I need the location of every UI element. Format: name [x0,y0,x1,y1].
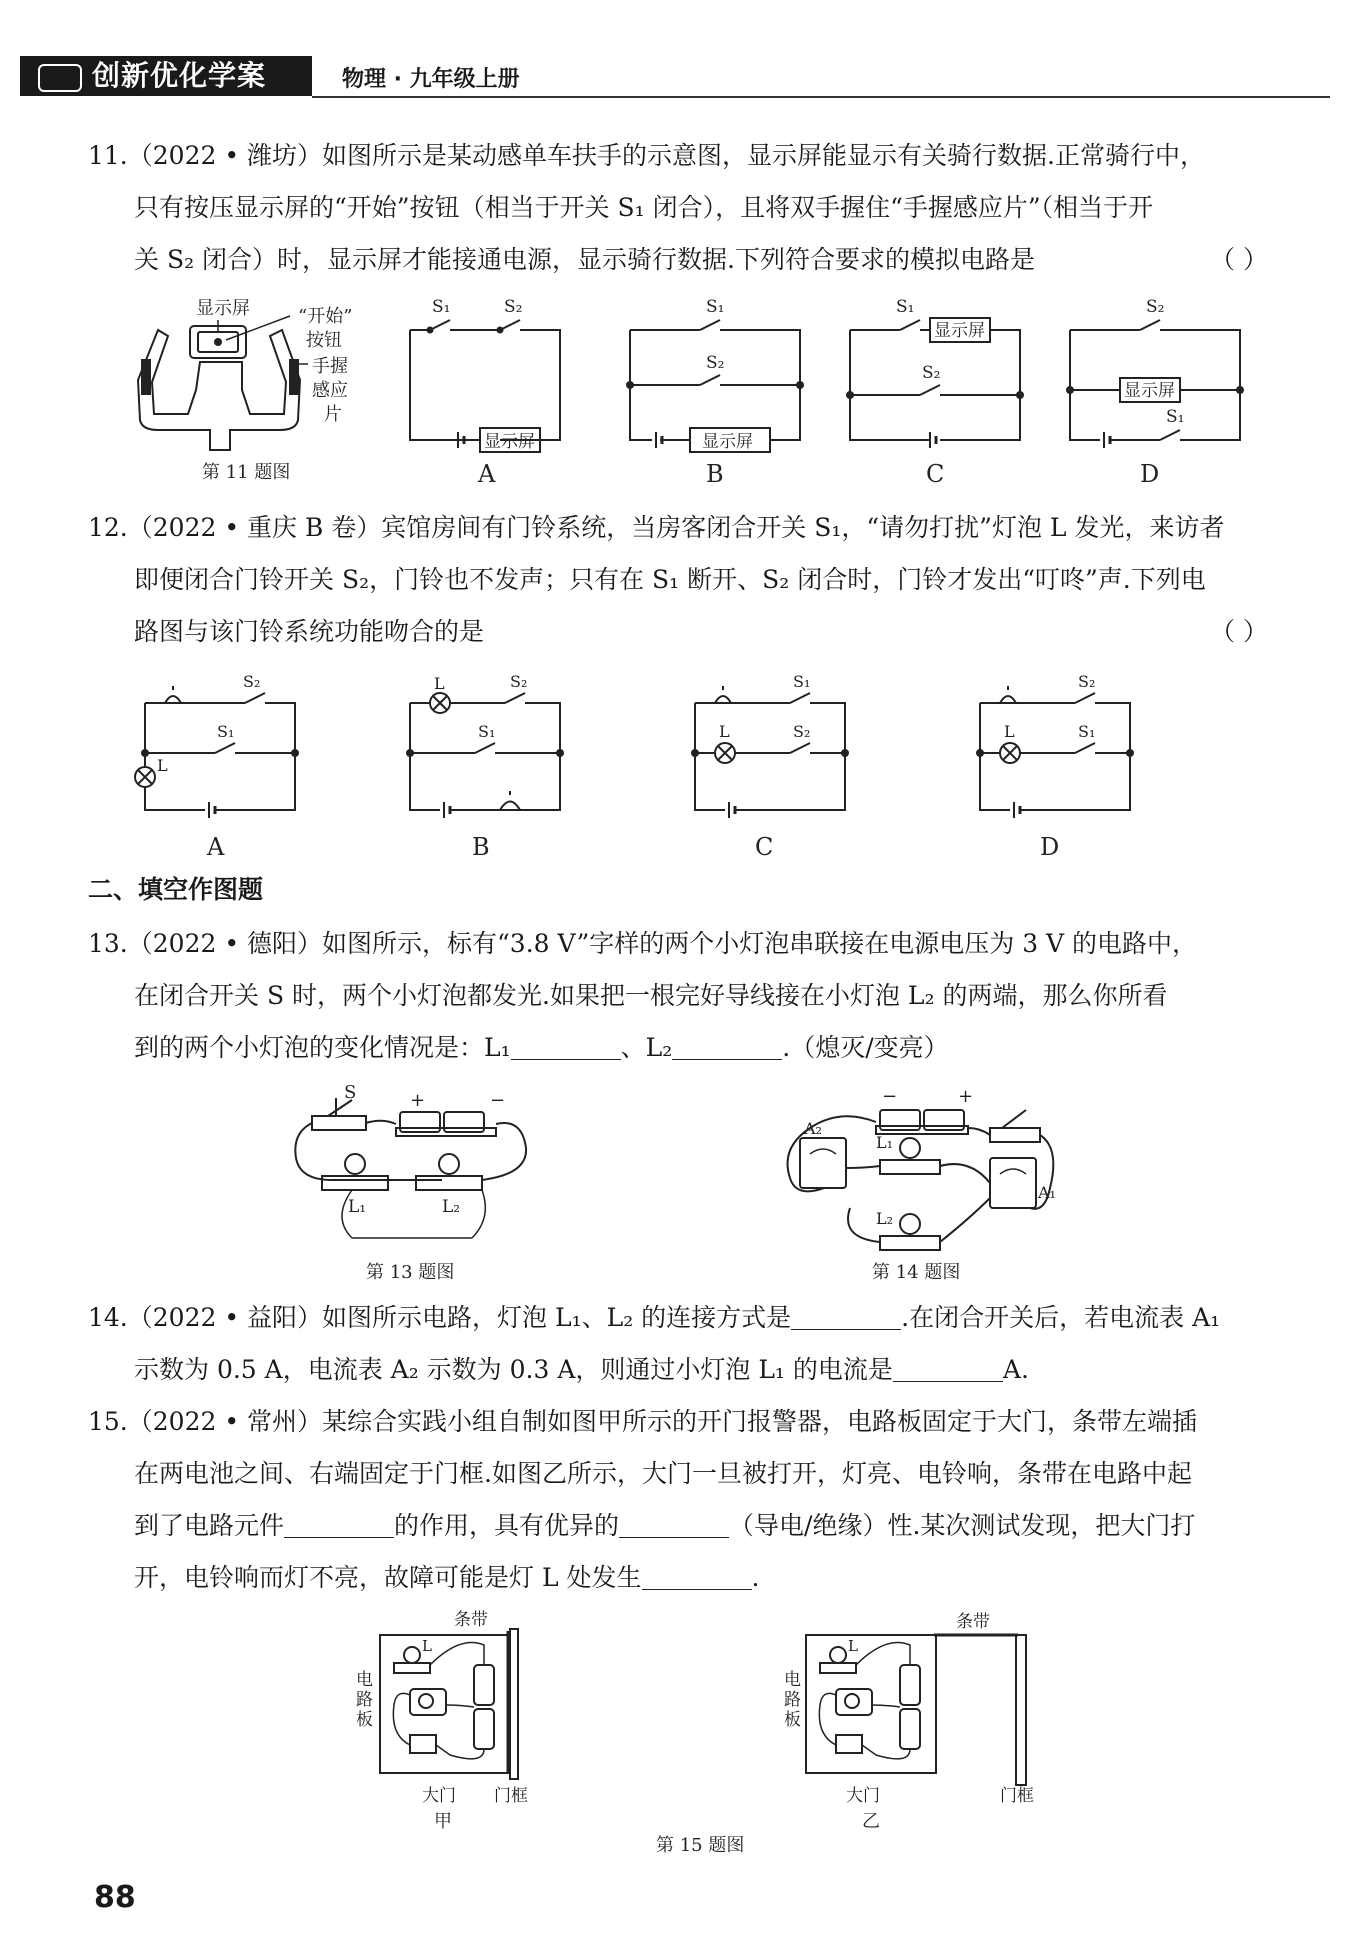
q14-label-a2: A₂ [804,1119,822,1138]
q11d-screen: 显示屏 [1124,381,1175,401]
q13-caption: 第 13 题图 [366,1262,455,1283]
q12c-s1: S₁ [793,672,811,691]
q14-lamp1-base [880,1160,940,1174]
q14-line1-b: .在闭合开关后，若电流表 A₁ [901,1303,1221,1332]
page-header [20,56,1330,100]
q14-line1-a: 14.（2022 • 益阳）如图所示电路，灯泡 L₁、L₂ 的连接方式是 [88,1303,792,1332]
q11a-s1: S₁ [432,297,451,317]
section-fill-in-title: 二、填空作图题 [88,875,264,904]
q12-line1: 12.（2022 • 重庆 B 卷）宾馆房间有门铃系统，当房客闭合开关 S₁，“请勿打扰”灯泡 L 发光，来访者 [88,513,1225,542]
q12d-lamp: L [1004,722,1015,741]
q15-line4-b: . [751,1563,760,1592]
q11-caption: 第 11 题图 [202,462,291,483]
q15-yi-battery-2 [900,1709,920,1749]
question-14 [88,1292,1268,1396]
q14-blank-connection[interactable] [791,1305,901,1330]
q15-yi-bell [836,1689,872,1715]
q14-figure [780,1088,1080,1288]
q14-label-plus: + [958,1086,974,1107]
q15-yi-door-label: 大门 [846,1786,880,1806]
q15-line3-b: 的作用，具有优异的 [394,1511,620,1540]
subject-label: 物理 · 九年级上册 [342,67,520,92]
q15-jia-door-label: 大门 [422,1786,456,1806]
q15-yi-lamp-label: L [848,1637,858,1655]
q14-caption: 第 14 题图 [872,1262,961,1283]
q11-line3 [88,234,1268,286]
q11b-s1: S₁ [706,297,725,317]
header-rule [312,96,1330,98]
q13-lamp2-base [416,1176,482,1190]
q13-line2: 在闭合开关 S 时，两个小灯泡都发光.如果把一根完好导线接在小灯泡 L₂ 的两端，那么你所看 [134,981,1168,1010]
q12-figures [145,672,1145,865]
q14-lamp2-base [880,1236,940,1250]
q11-option-a[interactable]: A [478,460,496,488]
q15-yi-lamp [830,1647,846,1663]
q11-option-c[interactable]: C [926,460,945,488]
q14-label-minus: − [882,1086,898,1107]
q15-caption: 第 15 题图 [656,1835,745,1856]
q13-label-minus: − [490,1090,506,1111]
q11c-s2: S₂ [922,363,941,383]
q11-figures [130,290,1270,490]
q15-jia-board-label-1: 电 [356,1670,373,1690]
q12a-s1: S₁ [217,722,235,741]
q11-label-button: 按钮 [306,330,342,351]
q13-line3-b: 、L₂ [620,1033,673,1062]
q11-option-d[interactable]: D [1140,460,1160,488]
q11-label-start: “开始” [298,306,353,327]
q15-yi-bell-dome [845,1694,859,1708]
q11b-s2: S₂ [706,353,725,373]
brand-logo [20,56,312,96]
q12c-s2: S₂ [793,722,811,741]
q12-answer-paren[interactable]: （ ） [1210,617,1268,646]
q15-yi-board-label-3: 板 [784,1710,801,1730]
q11d-s2: S₂ [1146,297,1165,317]
q11-line2: 只有按压显示屏的“开始”按钮（相当于开关 S₁ 闭合），且将双手握住“手握感应片”（相当于开 [134,193,1154,222]
q14-label-a1: A₁ [1038,1183,1056,1202]
q12-circuit-a [135,672,298,861]
question-12 [88,502,1268,658]
question-13 [88,918,1268,1074]
q12d-s2: S₂ [1078,672,1096,691]
q15-blank-component[interactable] [284,1513,394,1538]
q13-line3-c: .（熄灭/变亮） [782,1033,949,1062]
q12-option-b[interactable]: B [472,833,490,861]
q15-yi-lamp-base [820,1663,856,1673]
q14-label-l2: L₂ [876,1209,894,1228]
q13-blank-l1[interactable] [511,1035,621,1060]
q15-line4-a: 开，电铃响而灯不亮，故障可能是灯 L 处发生 [134,1563,642,1592]
q11a-s2: S₂ [504,297,523,317]
q13-label-plus: + [410,1090,426,1111]
q11d-s1: S₁ [1166,407,1185,427]
q13-lamp2-bulb [439,1154,459,1174]
q11-label-grip2: 感应 [312,380,348,401]
q14-line2-a: 示数为 0.5 A，电流表 A₂ 示数为 0.3 A，则通过小灯泡 L₁ 的电流是 [134,1355,893,1384]
q14-label-l1: L₁ [876,1133,894,1152]
q12-option-d[interactable]: D [1040,833,1060,861]
q15-yi-strip-label: 条带 [956,1612,990,1632]
q13-switch-base [312,1116,366,1130]
q15-jia-board-label-3: 板 [356,1710,373,1730]
q11-label-grip3: 片 [324,404,342,425]
q14-ammeter-a1 [990,1158,1036,1208]
q12-line3 [88,606,1268,658]
q12-line3-text: 路图与该门铃系统功能吻合的是 [134,617,485,646]
q14-line2 [88,1344,1268,1396]
q11-circuit-c [847,297,1023,488]
q15-jia-lamp [404,1647,420,1663]
q12-option-c[interactable]: C [755,833,774,861]
q12a-s2: S₂ [243,672,261,691]
q15-line1: 15.（2022 • 常州）某综合实践小组自制如图甲所示的开门报警器，电路板固定于大门，条带左端插 [88,1407,1198,1436]
brand-icon [38,64,82,92]
q15-jia-lamp-label: L [422,1637,432,1655]
q15-figure-jia [356,1610,528,1832]
page-number: 88 [94,1880,136,1915]
question-15 [88,1396,1268,1604]
q15-jia-caption: 甲 [434,1811,452,1832]
q12b-s1: S₁ [478,722,496,741]
q15-yi-board-label-1: 电 [784,1670,801,1690]
q13-lamp1-base [322,1176,388,1190]
q13-blank-l2[interactable] [672,1035,782,1060]
q11-answer-paren[interactable]: （ ） [1210,245,1268,274]
q11c-s1: S₁ [896,297,915,317]
q11a-screen: 显示屏 [484,432,535,452]
q12-line2: 即便闭合门铃开关 S₂，门铃也不发声；只有在 S₁ 断开、S₂ 闭合时，门铃才发出“叮咚”声.下列电 [134,565,1206,594]
q15-jia-board-label-2: 路 [356,1690,373,1710]
q11-handlebar-figure [138,298,352,483]
q13-line1: 13.（2022 • 德阳）如图所示，标有“3.8 V”字样的两个小灯泡串联接在电源电压为 3 V 的电路中， [88,929,1198,958]
q15-blank-property[interactable] [619,1513,729,1538]
q15-line2: 在两电池之间、右端固定于门框.如图乙所示，大门一旦被打开，灯亮、电铃响，条带在电路中起 [134,1459,1192,1488]
q14-lamp2-bulb [900,1214,920,1234]
q15-jia-battery-2 [474,1709,494,1749]
question-11 [88,130,1268,286]
q15-line3-c: （导电/绝缘）性.某次测试发现，把大门打 [729,1511,1196,1540]
q13-line3-a: 到的两个小灯泡的变化情况是：L₁ [134,1033,511,1062]
q15-line4 [88,1552,1268,1604]
q12-circuit-d [977,672,1133,861]
q14-switch-base [990,1128,1040,1142]
q13-label-l1: L₁ [348,1197,367,1217]
q15-jia-lamp-base [394,1663,430,1673]
q15-yi-caption: 乙 [862,1811,880,1832]
q15-yi-battery-1 [900,1665,920,1705]
q11-line1: 11.（2022 • 潍坊）如图所示是某动感单车扶手的示意图，显示屏能显示有关骑行数据.正常骑行中， [88,141,1205,170]
q13-label-s: S [344,1082,357,1103]
q11-circuit-d [1067,297,1243,488]
q11c-screen: 显示屏 [934,321,985,341]
q11-line3-text: 关 S₂ 闭合）时，显示屏才能接通电源，显示骑行数据.下列符合要求的模拟电路是 [134,245,1035,274]
q12a-lamp: L [157,756,168,775]
q11-label-grip1: 手握 [312,356,348,377]
q15-yi-board-label-2: 路 [784,1690,801,1710]
q15-jia-battery-1 [474,1665,494,1705]
q14-switch-lever [1002,1110,1026,1128]
q14-line2-b: A. [1002,1355,1029,1384]
q15-jia-bell-dome [419,1694,433,1708]
q15-blank-fault[interactable] [642,1565,752,1590]
q11-circuit-a [410,297,560,488]
q15-jia-strip-label: 条带 [454,1610,488,1630]
q15-figure-yi [784,1612,1034,1832]
q15-jia-bell-base [410,1735,436,1753]
q14-line1 [88,1292,1268,1344]
q12-circuit-c [692,672,848,861]
q15-figures [350,1605,1070,1855]
q13-lamp1-bulb [345,1154,365,1174]
q11b-screen: 显示屏 [702,432,753,452]
q12-circuit-b [407,672,563,861]
q12d-s1: S₁ [1078,722,1096,741]
q15-yi-frame-label: 门框 [1000,1786,1034,1806]
q11-option-b[interactable]: B [706,460,724,488]
q14-ammeter-a2 [800,1138,846,1188]
q15-line3 [88,1500,1268,1552]
q11-label-screen: 显示屏 [196,298,250,319]
q14-lamp1-bulb [900,1138,920,1158]
brand-text: 创新优化学案 [92,59,267,92]
q15-jia-frame [510,1629,518,1779]
q13-figure [292,1082,542,1288]
q15-jia-bell [410,1689,446,1715]
q12b-s2: S₂ [510,672,528,691]
q15-line3-a: 到了电路元件 [134,1511,285,1540]
q12c-lamp: L [719,722,730,741]
q14-blank-current[interactable] [893,1357,1003,1382]
q12b-lamp: L [434,674,445,693]
q12-option-a[interactable]: A [207,833,225,861]
q13-label-l2: L₂ [442,1197,461,1217]
q15-yi-frame [1016,1635,1026,1785]
q11-circuit-b [627,297,803,488]
q15-yi-bell-base [836,1735,862,1753]
q15-jia-frame-label: 门框 [494,1786,528,1806]
q13-line3 [88,1022,1268,1074]
